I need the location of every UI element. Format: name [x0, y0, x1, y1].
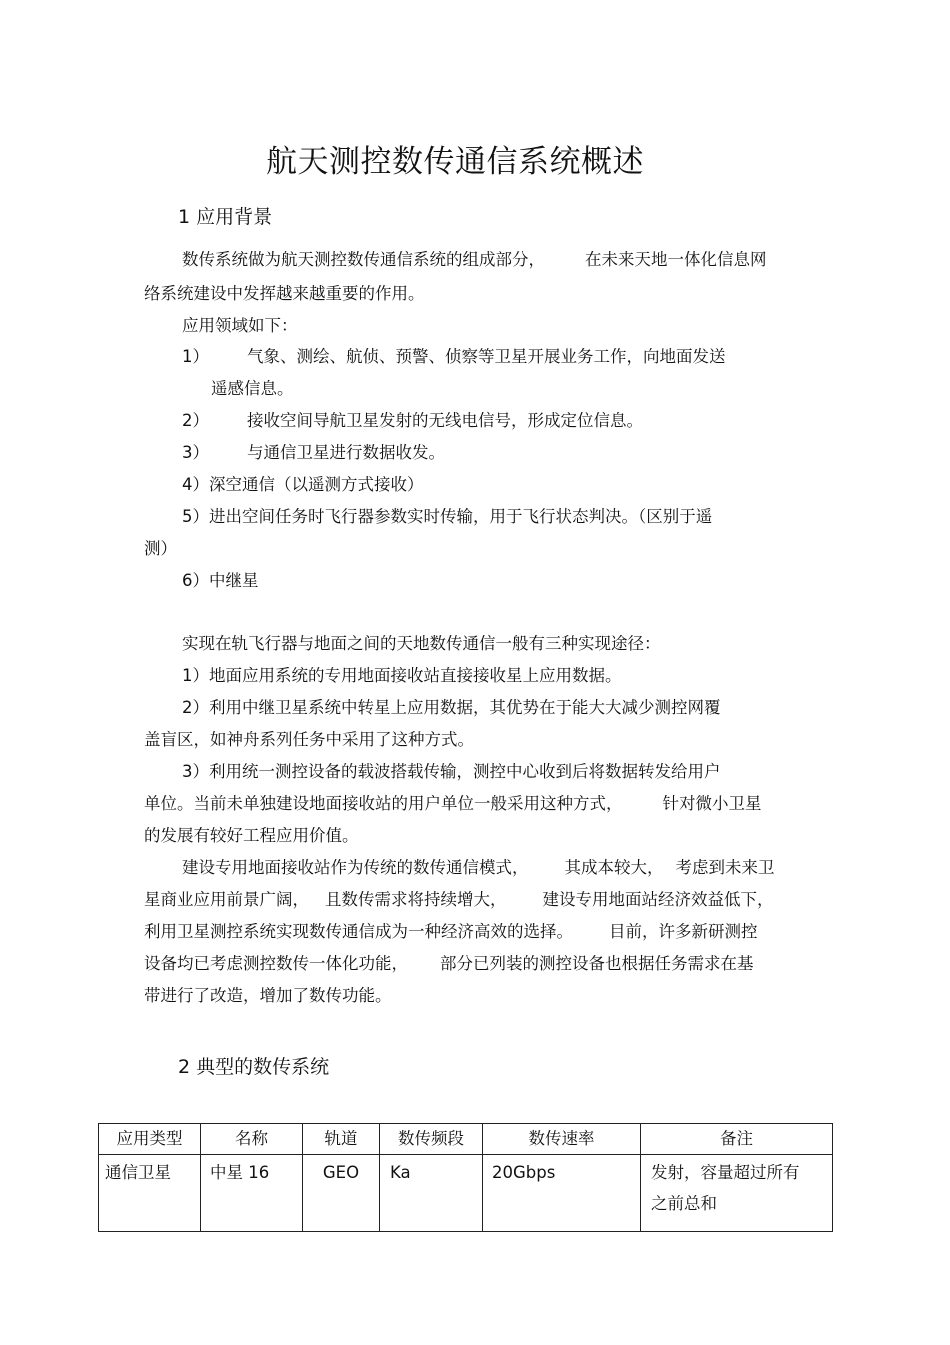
cell-note-line: 之前总和 [651, 1194, 717, 1213]
list-item-6: 6）中继星 [182, 571, 259, 590]
list-item-1 [182, 344, 726, 370]
cell-note [641, 1155, 833, 1232]
way-item-2-cont: 盖盲区，如神舟系列任务中采用了这种方式。 [144, 730, 474, 749]
column-header-rate: 数传速率 [483, 1124, 641, 1155]
paragraph-conclusion-cont [144, 919, 758, 945]
paragraph-text: 建设专用地面站经济效益低下， [542, 890, 774, 909]
paragraph-text: 利用卫星测控系统实现数传通信成为一种经济高效的选择。 [144, 922, 573, 941]
list-item-text: 与通信卫星进行数据收发。 [247, 443, 445, 462]
column-header-band: 数传频段 [380, 1124, 483, 1155]
data-transmission-table [98, 1123, 833, 1232]
paragraph-intro-cont: 络系统建设中发挥越来越重要的作用。 [144, 284, 425, 303]
paragraph-text: 考虑到未来卫 [675, 858, 775, 877]
list-item-number: 3） [182, 443, 209, 462]
cell-note-line: 发射，容量超过所有 [651, 1163, 800, 1182]
way-item-2: 2）利用中继卫星系统中转星上应用数据，其优势在于能大大减少测控网覆 [182, 698, 721, 717]
cell-rate: 20Gbps [483, 1155, 641, 1232]
column-header-note: 备注 [641, 1124, 833, 1155]
paragraph-text: 其成本较大， [564, 858, 664, 877]
way-item-3-text-b: 针对微小卫星 [662, 794, 762, 813]
paragraph-conclusion-cont: 带进行了改造，增加了数传功能。 [144, 986, 392, 1005]
page-title: 航天测控数传通信系统概述 [266, 144, 644, 180]
way-item-1: 1）地面应用系统的专用地面接收站直接接收星上应用数据。 [182, 666, 622, 685]
cell-orbit: GEO [303, 1155, 380, 1232]
intro-text-a: 数传系统做为航天测控数传通信系统的组成部分， [182, 250, 545, 269]
paragraph-text: 目前，许多新研测控 [609, 922, 758, 941]
section-heading-typical-systems: 2 典型的数传系统 [178, 1056, 330, 1078]
cell-band: Ka [380, 1155, 483, 1232]
list-item-5: 5）进出空间任务时飞行器参数实时传输，用于飞行状态判决。（区别于遥 [182, 507, 713, 526]
way-item-3-text-a: 单位。当前未单独建设地面接收站的用户单位一般采用这种方式， [144, 794, 623, 813]
way-item-3: 3）利用统一测控设备的载波搭载传输，测控中心收到后将数据转发给用户 [182, 762, 721, 781]
list-item-text: 气象、测绘、航侦、预警、侦察等卫星开展业务工作，向地面发送 [247, 347, 726, 366]
paragraph-conclusion-cont [144, 887, 774, 913]
paragraph-conclusion-cont [144, 951, 754, 977]
list-item-number: 2） [182, 411, 209, 430]
list-item-5-cont: 测） [144, 539, 177, 558]
paragraph-text: 设备均已考虑测控数传一体化功能， [144, 954, 408, 973]
list-item-number: 1） [182, 347, 209, 366]
cell-type: 通信卫星 [99, 1155, 201, 1232]
list-item-3 [182, 440, 445, 466]
table-header-row [99, 1124, 833, 1155]
way-item-3-cont-2: 的发展有较好工程应用价值。 [144, 826, 359, 845]
section-heading-background: 1 应用背景 [178, 206, 273, 228]
column-header-orbit: 轨道 [303, 1124, 380, 1155]
table-row [99, 1155, 833, 1232]
paragraph-text: 部分已列装的测控设备也根据任务需求在基 [440, 954, 754, 973]
list-item-2 [182, 408, 643, 434]
ways-intro: 实现在轨飞行器与地面之间的天地数传通信一般有三种实现途径： [182, 634, 661, 653]
paragraph-intro [182, 247, 767, 273]
paragraph-conclusion [182, 855, 775, 881]
way-item-3-cont [144, 791, 762, 817]
list-item-text: 接收空间导航卫星发射的无线电信号，形成定位信息。 [247, 411, 643, 430]
fields-intro: 应用领域如下： [182, 316, 298, 335]
paragraph-text: 星商业应用前景广阔， [144, 890, 309, 909]
cell-name: 中星 16 [201, 1155, 303, 1232]
paragraph-text: 建设专用地面接收站作为传统的数传通信模式， [182, 858, 529, 877]
intro-text-b: 在未来天地一体化信息网 [585, 250, 767, 269]
list-item-4: 4）深空通信（以遥测方式接收） [182, 475, 424, 494]
paragraph-text: 且数传需求将持续增大， [325, 890, 507, 909]
column-header-type: 应用类型 [99, 1124, 201, 1155]
list-item-1-cont: 遥感信息。 [211, 379, 294, 398]
column-header-name: 名称 [201, 1124, 303, 1155]
